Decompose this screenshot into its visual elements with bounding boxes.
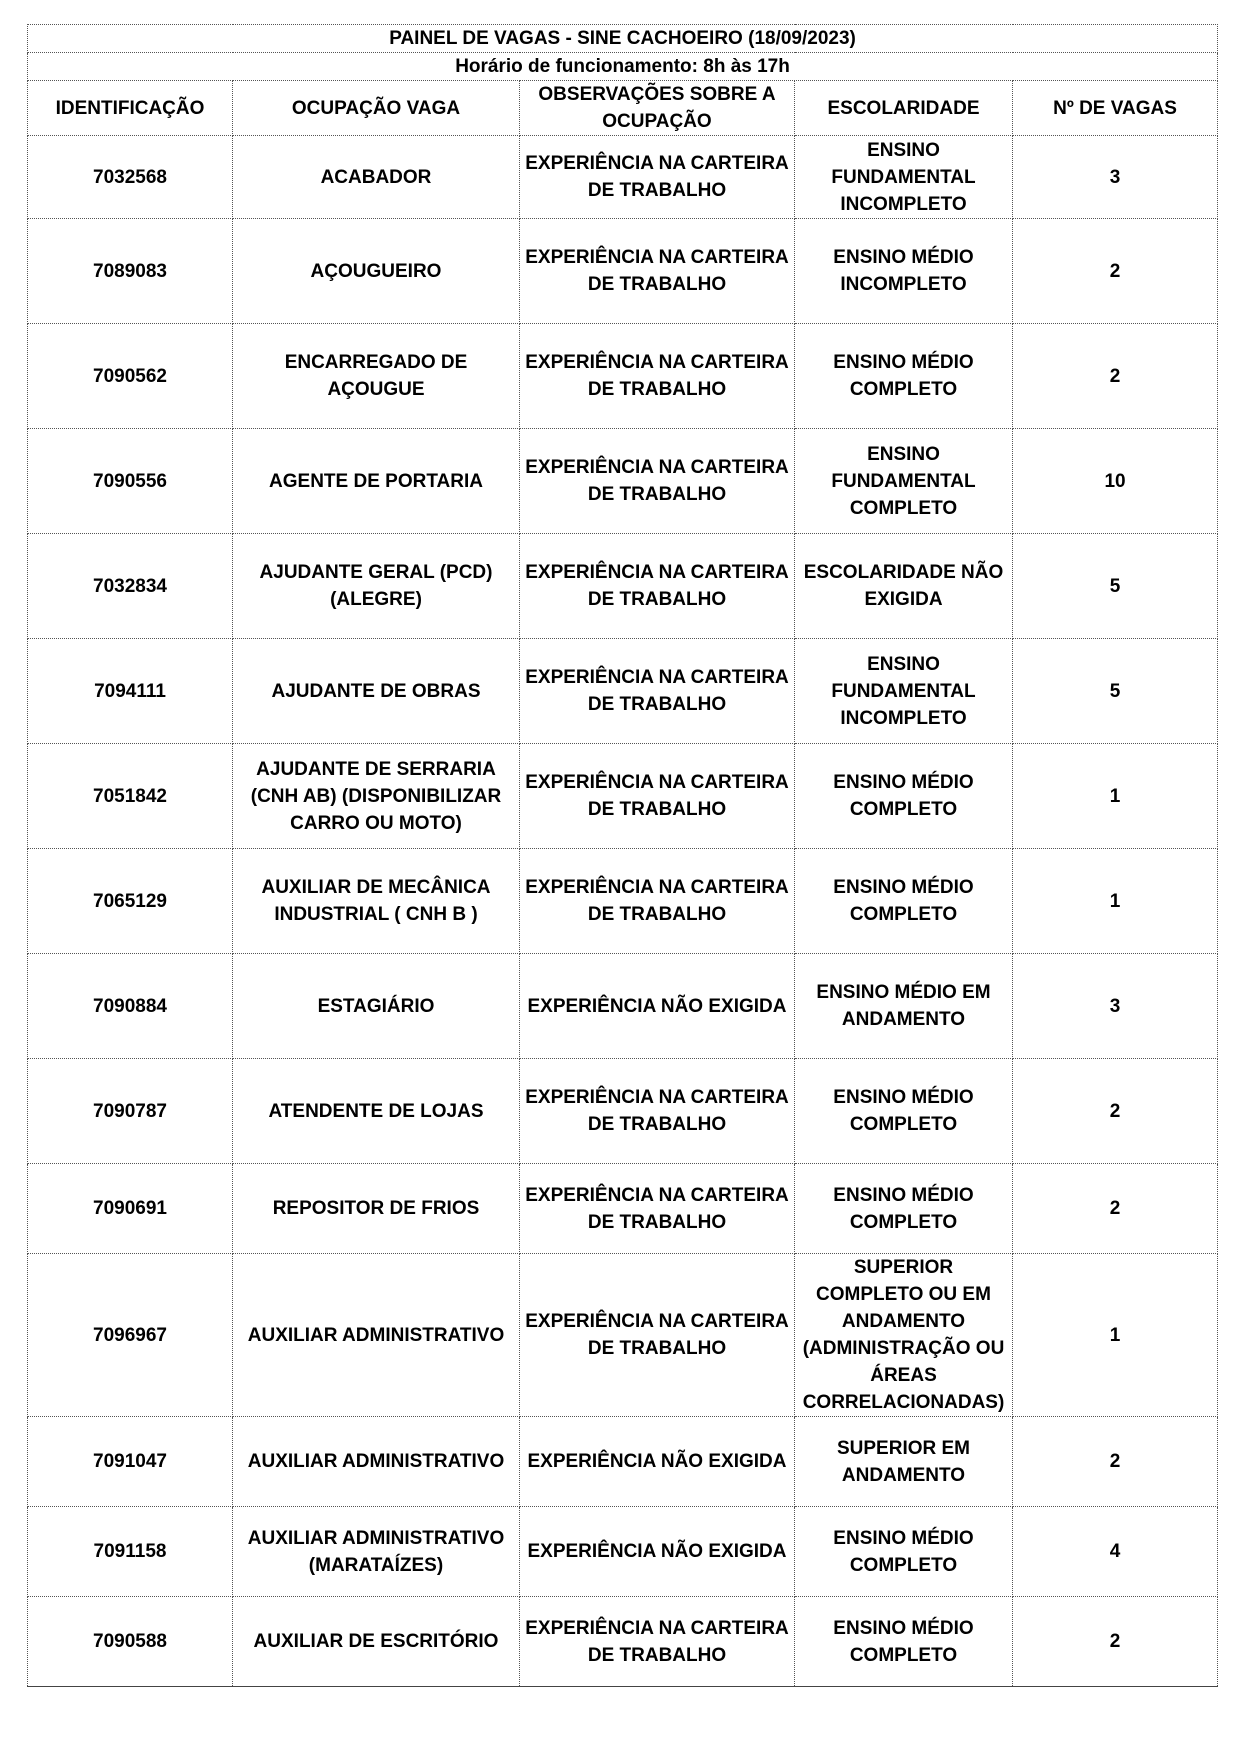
vacancy-panel-sheet [27,24,1217,1687]
cell-observacoes: EXPERIÊNCIA NÃO EXIGIDA [520,954,795,1059]
cell-ocupacao: AUXILIAR DE MECÂNICA INDUSTRIAL ( CNH B ) [233,849,520,954]
cell-vagas: 1 [1013,1254,1218,1417]
cell-observacoes: EXPERIÊNCIA NÃO EXIGIDA [520,1507,795,1597]
column-header-escolaridade: ESCOLARIDADE [795,81,1013,136]
cell-escolaridade: ENSINO MÉDIO COMPLETO [795,324,1013,429]
cell-vagas: 2 [1013,1597,1218,1687]
cell-escolaridade: ENSINO MÉDIO COMPLETO [795,849,1013,954]
cell-vagas: 10 [1013,429,1218,534]
table-row [28,1254,1218,1417]
table-row [28,639,1218,744]
panel-title: PAINEL DE VAGAS - SINE CACHOEIRO (18/09/2023) [28,25,1218,53]
cell-escolaridade: ENSINO MÉDIO COMPLETO [795,1164,1013,1254]
subtitle-row [28,53,1218,81]
table-row [28,954,1218,1059]
cell-vagas: 3 [1013,954,1218,1059]
cell-vagas: 4 [1013,1507,1218,1597]
cell-escolaridade: ESCOLARIDADE NÃO EXIGIDA [795,534,1013,639]
cell-vagas: 2 [1013,1164,1218,1254]
cell-ocupacao: AUXILIAR ADMINISTRATIVO [233,1417,520,1507]
cell-escolaridade: ENSINO MÉDIO COMPLETO [795,744,1013,849]
cell-observacoes: EXPERIÊNCIA NA CARTEIRA DE TRABALHO [520,744,795,849]
cell-ocupacao: AUXILIAR DE ESCRITÓRIO [233,1597,520,1687]
table-row [28,534,1218,639]
table-row [28,1059,1218,1164]
cell-identificacao: 7090691 [28,1164,233,1254]
cell-ocupacao: AJUDANTE DE OBRAS [233,639,520,744]
title-row [28,25,1218,53]
cell-escolaridade: ENSINO MÉDIO COMPLETO [795,1059,1013,1164]
cell-identificacao: 7032834 [28,534,233,639]
cell-observacoes: EXPERIÊNCIA NA CARTEIRA DE TRABALHO [520,1059,795,1164]
cell-identificacao: 7090556 [28,429,233,534]
table-row [28,1164,1218,1254]
cell-vagas: 2 [1013,324,1218,429]
cell-observacoes: EXPERIÊNCIA NA CARTEIRA DE TRABALHO [520,219,795,324]
cell-escolaridade: ENSINO MÉDIO EM ANDAMENTO [795,954,1013,1059]
cell-observacoes: EXPERIÊNCIA NA CARTEIRA DE TRABALHO [520,324,795,429]
table-row [28,849,1218,954]
cell-identificacao: 7090884 [28,954,233,1059]
cell-identificacao: 7065129 [28,849,233,954]
cell-observacoes: EXPERIÊNCIA NÃO EXIGIDA [520,1417,795,1507]
cell-vagas: 5 [1013,639,1218,744]
column-header-vagas: Nº DE VAGAS [1013,81,1218,136]
opening-hours: Horário de funcionamento: 8h às 17h [28,53,1218,81]
cell-observacoes: EXPERIÊNCIA NA CARTEIRA DE TRABALHO [520,1254,795,1417]
cell-ocupacao: ENCARREGADO DE AÇOUGUE [233,324,520,429]
cell-vagas: 1 [1013,849,1218,954]
cell-observacoes: EXPERIÊNCIA NA CARTEIRA DE TRABALHO [520,429,795,534]
cell-vagas: 5 [1013,534,1218,639]
cell-identificacao: 7051842 [28,744,233,849]
table-row [28,429,1218,534]
cell-vagas: 2 [1013,1059,1218,1164]
cell-ocupacao: ATENDENTE DE LOJAS [233,1059,520,1164]
table-row [28,219,1218,324]
cell-ocupacao: AUXILIAR ADMINISTRATIVO [233,1254,520,1417]
cell-escolaridade: ENSINO MÉDIO COMPLETO [795,1507,1013,1597]
column-header-row [28,81,1218,136]
cell-identificacao: 7090787 [28,1059,233,1164]
cell-identificacao: 7032568 [28,136,233,219]
cell-identificacao: 7090588 [28,1597,233,1687]
cell-vagas: 2 [1013,1417,1218,1507]
cell-escolaridade: ENSINO FUNDAMENTAL COMPLETO [795,429,1013,534]
table-row [28,324,1218,429]
cell-ocupacao: ACABADOR [233,136,520,219]
cell-escolaridade: ENSINO MÉDIO INCOMPLETO [795,219,1013,324]
table-row [28,1417,1218,1507]
cell-escolaridade: SUPERIOR EM ANDAMENTO [795,1417,1013,1507]
cell-identificacao: 7094111 [28,639,233,744]
cell-escolaridade: ENSINO FUNDAMENTAL INCOMPLETO [795,136,1013,219]
cell-ocupacao: AJUDANTE GERAL (PCD) (ALEGRE) [233,534,520,639]
cell-identificacao: 7090562 [28,324,233,429]
cell-observacoes: EXPERIÊNCIA NA CARTEIRA DE TRABALHO [520,1597,795,1687]
cell-ocupacao: AJUDANTE DE SERRARIA (CNH AB) (DISPONIBILIZAR CARRO OU MOTO) [233,744,520,849]
cell-observacoes: EXPERIÊNCIA NA CARTEIRA DE TRABALHO [520,849,795,954]
cell-vagas: 3 [1013,136,1218,219]
cell-identificacao: 7089083 [28,219,233,324]
cell-ocupacao: ESTAGIÁRIO [233,954,520,1059]
cell-ocupacao: AUXILIAR ADMINISTRATIVO (MARATAÍZES) [233,1507,520,1597]
cell-identificacao: 7091047 [28,1417,233,1507]
cell-escolaridade: ENSINO FUNDAMENTAL INCOMPLETO [795,639,1013,744]
table-row [28,744,1218,849]
column-header-identificacao: IDENTIFICAÇÃO [28,81,233,136]
table-row [28,136,1218,219]
table-row [28,1507,1218,1597]
vacancy-table [27,24,1218,1687]
cell-vagas: 2 [1013,219,1218,324]
cell-vagas: 1 [1013,744,1218,849]
cell-escolaridade: SUPERIOR COMPLETO OU EM ANDAMENTO (ADMINISTRAÇÃO OU ÁREAS CORRELACIONADAS) [795,1254,1013,1417]
cell-observacoes: EXPERIÊNCIA NA CARTEIRA DE TRABALHO [520,136,795,219]
column-header-ocupacao: OCUPAÇÃO VAGA [233,81,520,136]
cell-identificacao: 7096967 [28,1254,233,1417]
cell-ocupacao: AGENTE DE PORTARIA [233,429,520,534]
cell-observacoes: EXPERIÊNCIA NA CARTEIRA DE TRABALHO [520,534,795,639]
cell-observacoes: EXPERIÊNCIA NA CARTEIRA DE TRABALHO [520,639,795,744]
cell-ocupacao: AÇOUGUEIRO [233,219,520,324]
cell-ocupacao: REPOSITOR DE FRIOS [233,1164,520,1254]
cell-identificacao: 7091158 [28,1507,233,1597]
column-header-observacoes: OBSERVAÇÕES SOBRE A OCUPAÇÃO [520,81,795,136]
cell-observacoes: EXPERIÊNCIA NA CARTEIRA DE TRABALHO [520,1164,795,1254]
cell-escolaridade: ENSINO MÉDIO COMPLETO [795,1597,1013,1687]
table-row [28,1597,1218,1687]
